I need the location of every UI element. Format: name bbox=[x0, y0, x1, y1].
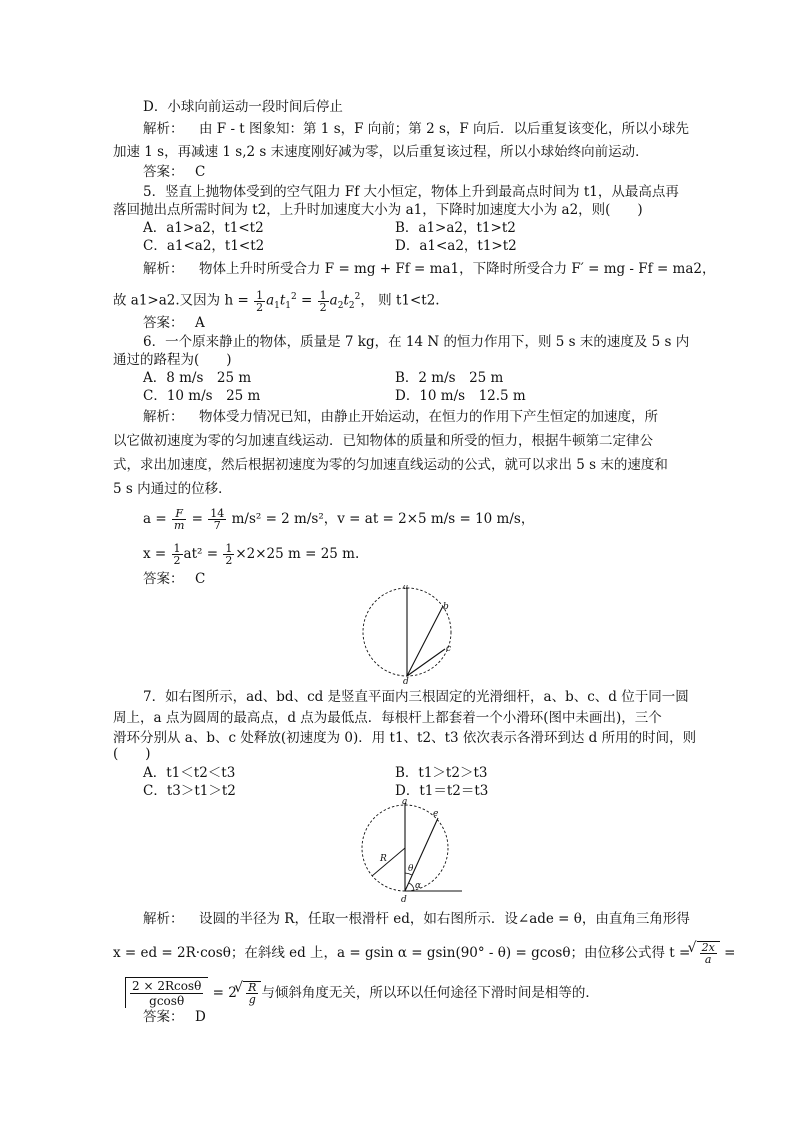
q4-option-d: D．小球向前运动一段时间后停止 bbox=[143, 99, 343, 115]
q5-option-c: C．a1<a2，t1<t2 bbox=[143, 238, 265, 254]
fig2-label-r: R bbox=[380, 854, 387, 864]
q6-option-b: B．2 m/s 25 m bbox=[395, 370, 504, 386]
q6-f-over-m: $\frac{F}{m}$ bbox=[173, 507, 185, 532]
q4-analysis-line2: 加速 1 s，再减速 1 s,2 s 末速度刚好减为零，以后重复该过程，所以小球始终向前运动． bbox=[113, 144, 649, 160]
q6-14-over-7: $\frac{14}{7}$ bbox=[210, 507, 225, 532]
q6-analysis-line2: 以它做初速度为零的匀加速直线运动．已知物体的质量和所受的恒力，根据牛顿第二定律公 bbox=[113, 433, 653, 449]
q5-analysis-line2: 故 a1>a2.又因为 h = $\frac{1}{2}$ $a_1t_1^2$ = $\frac{1}{2}$ $a_2t_2^2$， 则 t1<t2. bbox=[113, 288, 440, 314]
q7-sqrt-2x-over-a: √ $\frac{2x}{a}$ bbox=[697, 941, 720, 965]
q7-analysis-line3: $\frac{2 \times 2Rcos\theta}{gcos\theta}$ = 2 √ $\frac{R}{g}$ 与倾斜角度无关，所以环以任何途径下滑时间是相等的． bbox=[113, 977, 599, 1008]
q6-analysis-label: 解析： bbox=[143, 409, 184, 425]
fig2-label-d: d bbox=[401, 895, 407, 905]
q6-half-2: $\frac{1}{2}$ bbox=[225, 542, 233, 567]
q5-analysis-label: 解析： bbox=[143, 261, 184, 277]
figure-circle-incline bbox=[358, 798, 468, 906]
q4-answer: C bbox=[195, 164, 206, 180]
q6-formula-line1: a = $\frac{F}{m}$ = $\frac{14}{7}$ m/s² = 2 m/s²，v = at = 2×5 m/s = 10 m/s， bbox=[143, 507, 535, 532]
q5-stem-line1: 5．竖直上抛物体受到的空气阻力 Ff 大小恒定，物体上升到最高点时间为 t1，从最高点再 bbox=[143, 184, 679, 200]
q7-answer-label: 答案： bbox=[143, 1009, 184, 1025]
fig2-label-alpha: α bbox=[415, 881, 422, 891]
q7-stem-line3: 滑环分别从 a、b、c 处释放(初速度为 0)．用 t1、t2、t3 依次表示各滑环到达 d 所用的时间，则 bbox=[113, 730, 697, 746]
q5-answer: A bbox=[195, 315, 205, 331]
q5-stem-line2: 落回抛出点所需时间为 t2，上升时加速度大小为 a1，下降时加速度大小为 a2，则( ) bbox=[113, 202, 643, 218]
q5-analysis-pre: 故 a1>a2.又因为 h = bbox=[113, 292, 249, 309]
q7-stem-line1: 7．如右图所示，ad、bd、cd 是竖直平面内三根固定的光滑细杆，a、b、c、d 位于同一圆 bbox=[143, 689, 689, 705]
q6-analysis-line4: 5 s 内通过的位移． bbox=[113, 481, 232, 497]
fig1-label-a: a bbox=[403, 585, 409, 592]
q7-stem-line4: ( ) bbox=[113, 746, 151, 762]
q7-option-b: B．t1＞t2＞t3 bbox=[395, 765, 488, 781]
q6-answer-label: 答案： bbox=[143, 571, 184, 587]
q6-option-a: A．8 m/s 25 m bbox=[143, 370, 252, 386]
q5-half-fraction-2: $\frac{1}{2}$ bbox=[319, 288, 327, 314]
q6-stem-line2: 通过的路程为( ) bbox=[113, 352, 232, 368]
q6-stem-line1: 6．一个原来静止的物体，质量是 7 kg，在 14 N 的恒力作用下，则 5 s 末的速度及 5 s 内 bbox=[143, 334, 690, 350]
q5-analysis-post: 则 t1<t2. bbox=[378, 292, 440, 309]
q7-stem-line2: 周上，a 点为圆周的最高点，d 点为最低点．每根杆上都套着一个小滑环(图中未画出)，三个 bbox=[113, 710, 662, 726]
q6-answer: C bbox=[195, 571, 206, 587]
q7-option-d: D．t1＝t2＝t3 bbox=[395, 783, 489, 799]
fig1-label-d: d bbox=[403, 677, 409, 685]
q4-answer-label: 答案： bbox=[143, 164, 184, 180]
q5-analysis-line1: 物体上升时所受合力 F = mg + Ff = ma1，下降时所受合力 F′ = mg - Ff = ma2， bbox=[199, 261, 716, 277]
q4-analysis-label: 解析： bbox=[143, 121, 184, 137]
fig2-label-e: e bbox=[433, 809, 439, 819]
q5-half-fraction: $\frac{1}{2}$ bbox=[256, 288, 264, 314]
q7-sqrt-r-over-g: √ $\frac{R}{g}$ bbox=[243, 981, 261, 1005]
q6-half: $\frac{1}{2}$ bbox=[173, 542, 181, 567]
figure-circle-chords bbox=[358, 585, 458, 685]
fig1-label-b: b bbox=[443, 602, 449, 612]
q7-option-c: C．t3＞t1＞t2 bbox=[143, 783, 236, 799]
q7-analysis-label: 解析： bbox=[143, 911, 184, 927]
q7-analysis-line1: 设圆的半径为 R，任取一根滑杆 ed，如右图所示．设∠ade = θ，由直角三角形得 bbox=[199, 911, 690, 927]
q7-option-a: A．t1＜t2＜t3 bbox=[143, 765, 236, 781]
fig2-label-theta: θ bbox=[408, 864, 414, 874]
q6-formula-line2: x = $\frac{1}{2}$ at² = $\frac{1}{2}$ ×2×25 m = 25 m. bbox=[143, 542, 360, 567]
q5-option-a: A．a1>a2，t1<t2 bbox=[143, 220, 264, 236]
q6-option-d: D．10 m/s 12.5 m bbox=[395, 388, 526, 404]
q4-analysis-line1: 由 F - t 图象知：第 1 s，F 向前；第 2 s，F 向后．以后重复该变化，所以小球先 bbox=[199, 121, 690, 137]
q7-answer: D bbox=[195, 1009, 206, 1025]
q6-option-c: C．10 m/s 25 m bbox=[143, 388, 261, 404]
fig1-label-c: c bbox=[446, 644, 452, 654]
q7-analysis-line2: x = ed = 2R·cosθ；在斜线 ed 上，a = gsin α = gsin(90° - θ) = gcosθ；由位移公式得 t = √ $\frac{2x}{a}$ = bbox=[113, 941, 735, 965]
q5-option-b: B．a1>a2，t1>t2 bbox=[395, 220, 516, 236]
fig2-label-a: a bbox=[402, 798, 408, 807]
q6-analysis-line3: 式，求出加速度，然后根据初速度为零的匀加速直线运动的公式，就可以求出 5 s 末的速度和 bbox=[113, 457, 668, 473]
q5-answer-label: 答案： bbox=[143, 315, 184, 331]
q7-big-sqrt: $\frac{2 \times 2Rcos\theta}{gcos\theta}$ bbox=[125, 977, 208, 1008]
q5-option-d: D．a1<a2，t1>t2 bbox=[395, 238, 517, 254]
q6-analysis-line1: 物体受力情况已知，由静止开始运动，在恒力的作用下产生恒定的加速度，所 bbox=[199, 409, 658, 425]
